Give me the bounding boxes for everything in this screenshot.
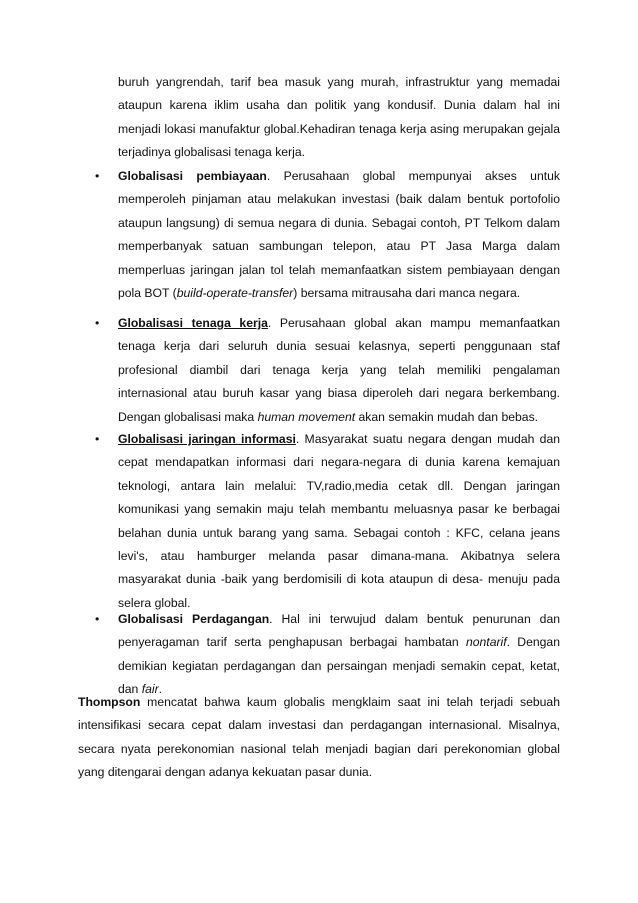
bullet-body: . Masyarakat suatu negara dengan mudah dan cepat mendapatkan informasi dari negara-negara di dunia karena kemajuan teknologi, antara lain melalui: TV,radio,media cetak dll. Dengan jaringan komunikasi yang semakin maju telah membantu meluasnya pasar ke berbagai belahan dunia untuk barang yang sama. Sebagai contoh : KFC, celana jeans levi's, atau hamburger melanda pasar dimana-mana. Akibatnya selera masyarakat dunia -baik yang berdomisili di kota ataupun di desa- menuju pada selera global. (118, 432, 561, 610)
bullet-body-end: . (158, 682, 163, 697)
bullet-body-end: ) bersama mitrausaha dari manca negara. (293, 286, 521, 301)
bullet-item-jaringan-informasi (95, 428, 560, 615)
closing-author: Thompson (78, 695, 141, 709)
bullet-italic-term: build-operate-transfer (176, 286, 294, 301)
bullet-body-end: akan semakin mudah dan bebas. (355, 409, 539, 424)
bullet-body-mid: . Dengan demikian kegiatan perdagangan dan persaingan menjadi semakin cepat, ketat, dan (118, 635, 560, 697)
bullet-item-perdagangan (95, 608, 560, 702)
bullet-marker (95, 428, 117, 451)
bullet-title: Globalisasi tenaga kerja (118, 316, 268, 330)
bullet-marker (95, 165, 117, 188)
bullet-marker (95, 312, 117, 335)
bullet-title: Globalisasi jaringan informasi (118, 432, 296, 446)
closing-text: mencatat bahwa kaum globalis mengklaim saat ini telah terjadi sebuah intensifikasi secara cepat dalam investasi dan perdagangan internasional. Misalnya, secara nyata perekonomian nasional telah menjadi bagian dari perekonomian global yang ditengarai dengan adanya kekuatan pasar dunia. (78, 695, 560, 780)
bullet-body: . Perusahaan global akan mampu memanfaatkan tenaga kerja dari seluruh dunia sesuai kelasnya, seperti penggunaan staf profesional diambil dari tenaga kerja yang telah memiliki pengalaman internasional atau buruh kasar yang biasa diperoleh dari negara berkembang. Dengan globalisasi maka (118, 316, 560, 424)
bullet-title: Globalisasi pembiayaan (118, 169, 267, 183)
bullet-text (118, 608, 560, 702)
bullet-italic-term: human movement (257, 409, 356, 424)
bullet-italic-term: nontarif (465, 635, 507, 650)
bullet-text (118, 428, 560, 615)
closing-paragraph (78, 691, 560, 785)
bullet-item-tenaga-kerja (95, 312, 560, 429)
bullet-body: . Hal ini terwujud dalam bentuk penurunan dan penyeragaman tarif serta penghapusan berbagai hambatan (118, 612, 560, 650)
bullet-italic-term-2: fair (141, 682, 159, 697)
bullet-item-pembiayaan (95, 165, 560, 305)
bullet-marker (95, 608, 117, 631)
intro-continuation-paragraph: buruh yangrendah, tarif bea masuk yang murah, infrastruktur yang memadai ataupun karena iklim usaha dan politik yang kondusif. Dunia dalam hal ini menjadi lokasi manufaktur global.Kehadiran tenaga kerja asing merupakan gejala terjadinya globalisasi tenaga kerja. (118, 75, 560, 160)
bullet-title: Globalisasi Perdagangan (118, 612, 270, 626)
bullet-text (118, 312, 560, 429)
bullet-body: . Perusahaan global mempunyai akses untuk memperoleh pinjaman atau melakukan investasi (baik dalam bentuk portofolio ataupun langsung) di semua negara di dunia. Sebagai contoh, PT Telkom dalam memperbanyak satuan sambungan telepon, atau PT Jasa Marga dalam memperluas jaringan jalan tol telah memanfaatkan sistem pembiayaan dengan pola BOT ( (118, 169, 560, 301)
bullet-text (118, 165, 560, 305)
